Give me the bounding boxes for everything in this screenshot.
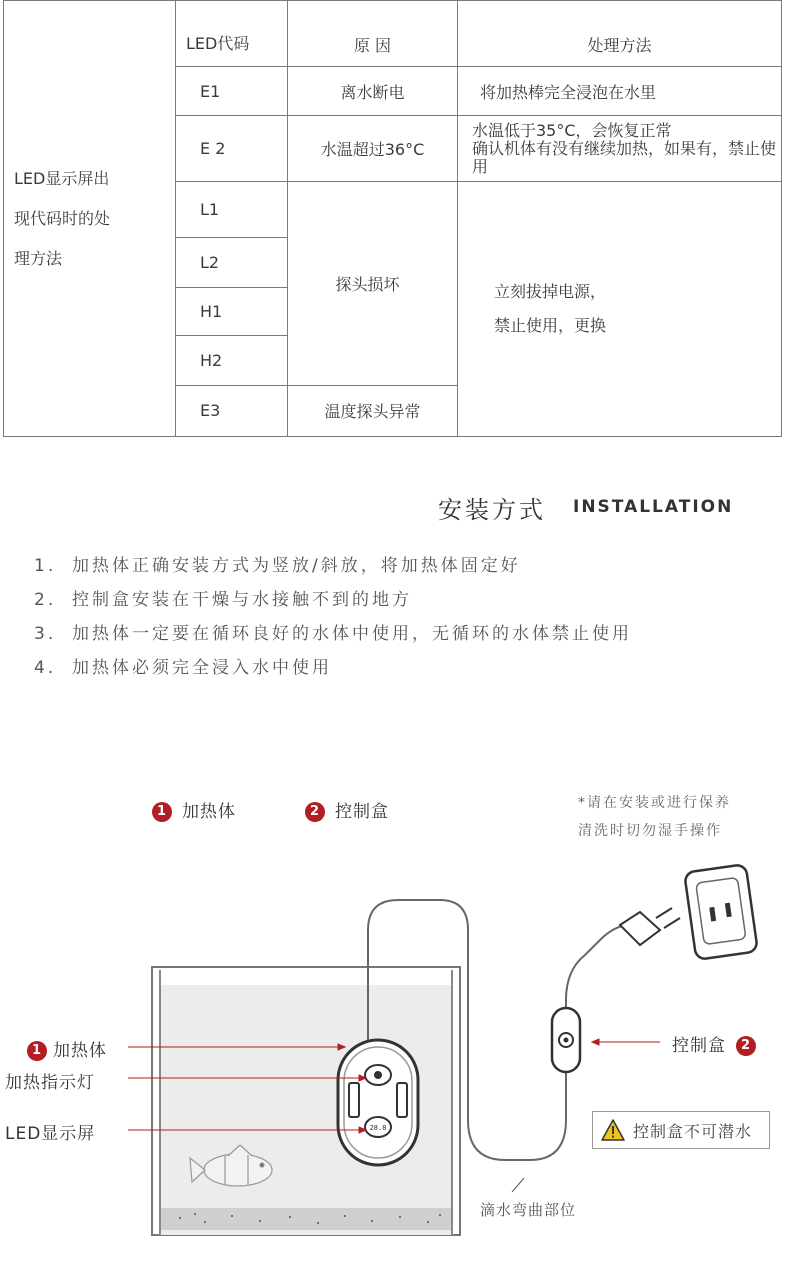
heater-device <box>338 1040 418 1165</box>
stop-line: 禁止使用，更换 <box>494 316 607 336</box>
warning-box <box>592 1111 770 1149</box>
code-l1: L1 <box>176 182 288 237</box>
callout-label: 控制盒 <box>672 1036 726 1056</box>
step-text: 加热体正确安装方式为竖放/斜放，将加热体固定好 <box>72 556 521 576</box>
step-number: 1. <box>34 556 57 576</box>
step-item <box>34 653 632 687</box>
legend-number-badge: 1 <box>152 802 172 822</box>
stop-line: 立刻拔掉电源， <box>494 282 607 302</box>
step-text: 加热体必须完全浸入水中使用 <box>72 658 332 678</box>
step-number: 2. <box>34 590 57 610</box>
legend-label: 控制盒 <box>335 802 389 822</box>
cause-e2: 水温超过36°C <box>288 116 458 182</box>
step-number: 4. <box>34 658 57 678</box>
method-e2-line: 确认机体有没有继续加热，如果有，禁止使用 <box>472 138 777 176</box>
header-method: 处理方法 <box>458 1 782 67</box>
code-h1: H1 <box>176 287 288 335</box>
callout-number-badge: 2 <box>736 1036 756 1056</box>
legend-number-badge: 2 <box>305 802 325 822</box>
note-line: 清洗时切勿湿手操作 <box>578 823 722 839</box>
code-e3: E3 <box>176 385 288 436</box>
note-line: *请在安装或进行保养 <box>578 795 731 811</box>
method-e1: 将加热棒完全浸泡在水里 <box>458 67 782 116</box>
code-l2: L2 <box>176 237 288 287</box>
side-label-line: 现代码时的处 <box>14 208 111 228</box>
callout-heater <box>27 1036 107 1061</box>
power-plug <box>620 908 680 945</box>
header-cause: 原 因 <box>288 1 458 67</box>
code-h2: H2 <box>176 335 288 385</box>
callout-indicator-light: 加热指示灯 <box>5 1073 95 1093</box>
step-text: 控制盒安装在干燥与水接触不到的地方 <box>72 590 412 610</box>
method-e2 <box>458 116 782 182</box>
header-code: LED代码 <box>176 1 288 67</box>
method-stop <box>458 182 782 437</box>
step-item <box>34 551 632 585</box>
step-item <box>34 585 632 619</box>
callout-label: 加热体 <box>53 1041 107 1061</box>
side-label-line: 理方法 <box>14 248 63 268</box>
table-side-label <box>4 1 176 437</box>
warning-icon <box>601 1119 625 1141</box>
step-text: 加热体一定要在循环良好的水体中使用，无循环的水体禁止使用 <box>72 624 632 644</box>
callout-led-display: LED显示屏 <box>5 1124 96 1144</box>
code-e1: E1 <box>176 67 288 116</box>
step-item <box>34 619 632 653</box>
installation-title-en: INSTALLATION <box>573 497 734 517</box>
code-e2: E 2 <box>176 116 288 182</box>
display-reading: 28.8 <box>369 1124 387 1132</box>
control-box <box>552 925 630 1072</box>
side-label-line: LED显示屏出 <box>14 168 110 188</box>
installation-diagram <box>0 760 790 1275</box>
wall-socket <box>684 864 758 960</box>
cause-e3: 温度探头异常 <box>288 385 458 436</box>
installation-title: 安装方式 <box>438 496 546 524</box>
installation-steps <box>34 551 632 687</box>
legend-label: 加热体 <box>182 802 236 822</box>
error-code-table <box>3 0 782 437</box>
callout-number-badge: 1 <box>27 1041 47 1061</box>
step-number: 3. <box>34 624 57 644</box>
method-e2-line: 水温低于35°C，会恢复正常 <box>472 120 672 140</box>
callout-control-box <box>672 1031 756 1056</box>
cause-probe-damaged: 探头损坏 <box>288 182 458 385</box>
warning-text: 控制盒不可潜水 <box>633 1121 753 1141</box>
cause-e1: 离水断电 <box>288 67 458 116</box>
callout-drip-loop: 滴水弯曲部位 <box>480 1201 577 1219</box>
